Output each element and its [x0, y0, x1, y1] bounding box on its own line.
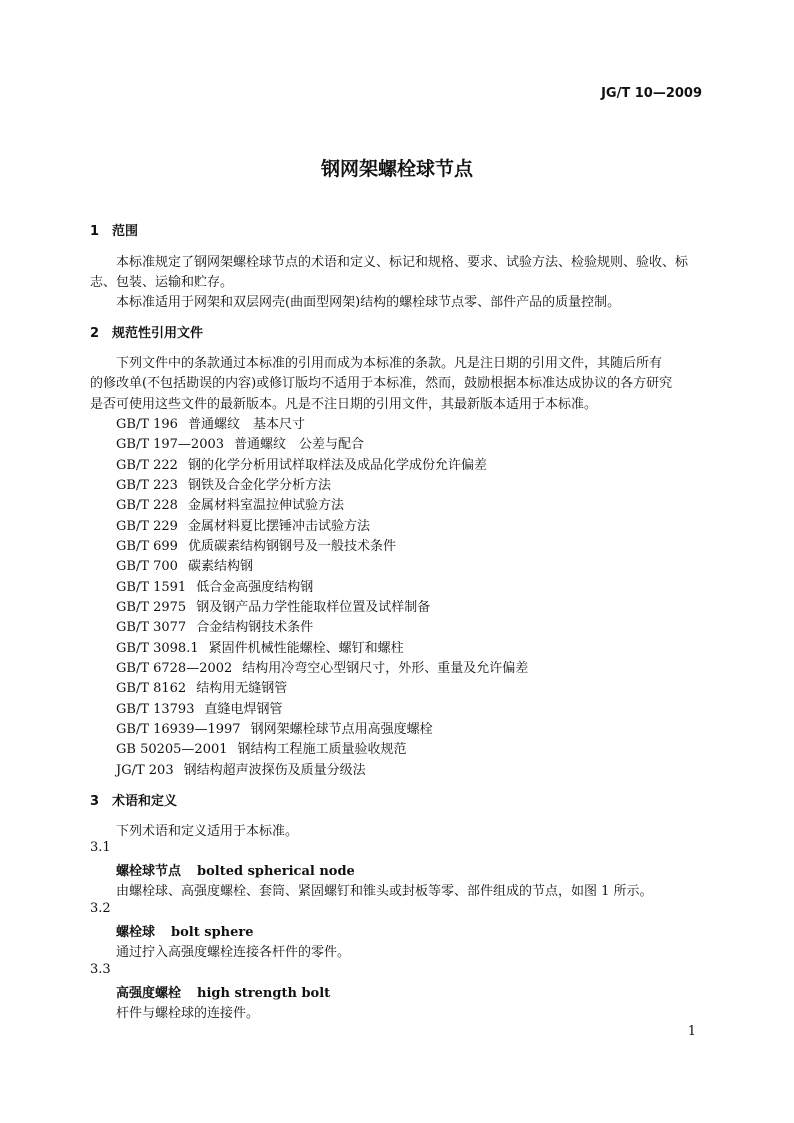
section-title: 规范性引用文件 — [112, 326, 204, 341]
reference-item: GB/T 6728—2002 结构用冷弯空心型钢尺寸，外形、重量及允许偏差 — [116, 661, 529, 676]
section-number: 2 — [90, 326, 100, 341]
reference-item: GB/T 196 普通螺纹 基本尺寸 — [116, 417, 305, 432]
reference-item: GB/T 16939—1997 钢网架螺栓球节点用高强度螺栓 — [116, 722, 433, 737]
reference-item: GB/T 1591 低合金高强度结构钢 — [116, 580, 314, 595]
reference-item: GB/T 223 钢铁及合金化学分析方法 — [116, 478, 331, 493]
reference-item: GB/T 2975 钢及钢产品力学性能取样位置及试样制备 — [116, 600, 431, 615]
reference-item: JG/T 203 钢结构超声波探伤及质量分级法 — [116, 763, 366, 778]
paragraph: 志、包装、运输和贮存。 — [90, 275, 234, 290]
term-number: 3.1 — [90, 840, 111, 855]
reference-item: GB/T 197—2003 普通螺纹 公差与配合 — [116, 437, 365, 452]
section-title: 范围 — [112, 224, 139, 239]
paragraph: 下列文件中的条款通过本标准的引用而成为本标准的条款。凡是注日期的引用文件，其随后所有 — [116, 356, 663, 371]
term-definition: 杆件与螺栓球的连接件。 — [116, 1006, 260, 1021]
section-3-heading — [90, 790, 177, 809]
page-title: 钢网架螺栓球节点 — [320, 158, 473, 180]
section-number: 1 — [90, 224, 100, 239]
page-number: 1 — [687, 1024, 696, 1039]
section-2-heading — [90, 322, 203, 341]
term-definition: 由螺栓球、高强度螺栓、套筒、紧固螺钉和锥头或封板等零、部件组成的节点，如图 1 所示。 — [116, 884, 653, 899]
reference-item: GB/T 3077 合金结构钢技术条件 — [116, 620, 314, 635]
reference-item: GB/T 229 金属材料夏比摆锤冲击试验方法 — [116, 519, 370, 534]
term-definition: 通过拧入高强度螺栓连接各杆件的零件。 — [116, 945, 351, 960]
reference-item: GB/T 13793 直缝电焊钢管 — [116, 702, 283, 717]
reference-item: GB/T 3098.1 紧固件机械性能螺栓、螺钉和螺柱 — [116, 641, 404, 656]
paragraph: 的修改单(不包括勘误的内容)或修订版均不适用于本标准，然而，鼓励根据本标准达成协议的各方研究 — [90, 376, 673, 391]
term-heading: 螺栓球 bolt sphere — [116, 925, 254, 940]
term-number: 3.3 — [90, 962, 111, 977]
reference-item: GB/T 222 钢的化学分析用试样取样法及成品化学成份允许偏差 — [116, 458, 487, 473]
section-1-heading — [90, 220, 138, 239]
term-number: 3.2 — [90, 901, 111, 916]
reference-item: GB 50205—2001 钢结构工程施工质量验收规范 — [116, 742, 407, 757]
paragraph: 本标准规定了钢网架螺栓球节点的术语和定义、标记和规格、要求、试验方法、检验规则、验收、标 — [116, 255, 689, 270]
reference-item: GB/T 700 碳素结构钢 — [116, 559, 253, 574]
reference-item: GB/T 8162 结构用无缝钢管 — [116, 681, 288, 696]
paragraph: 是否可使用这些文件的最新版本。凡是不注日期的引用文件，其最新版本适用于本标准。 — [90, 397, 598, 412]
section-number: 3 — [90, 794, 100, 809]
term-heading: 高强度螺栓 high strength bolt — [116, 986, 331, 1001]
standard-number: JG/T 10—2009 — [601, 86, 702, 101]
section-title: 术语和定义 — [112, 794, 178, 809]
reference-item: GB/T 699 优质碳素结构钢钢号及一般技术条件 — [116, 539, 396, 554]
reference-item: GB/T 228 金属材料室温拉伸试验方法 — [116, 498, 344, 513]
term-heading: 螺栓球节点 bolted spherical node — [116, 864, 355, 879]
paragraph: 本标准适用于网架和双层网壳(曲面型网架)结构的螺栓球节点零、部件产品的质量控制。 — [116, 295, 621, 310]
paragraph: 下列术语和定义适用于本标准。 — [116, 824, 299, 839]
